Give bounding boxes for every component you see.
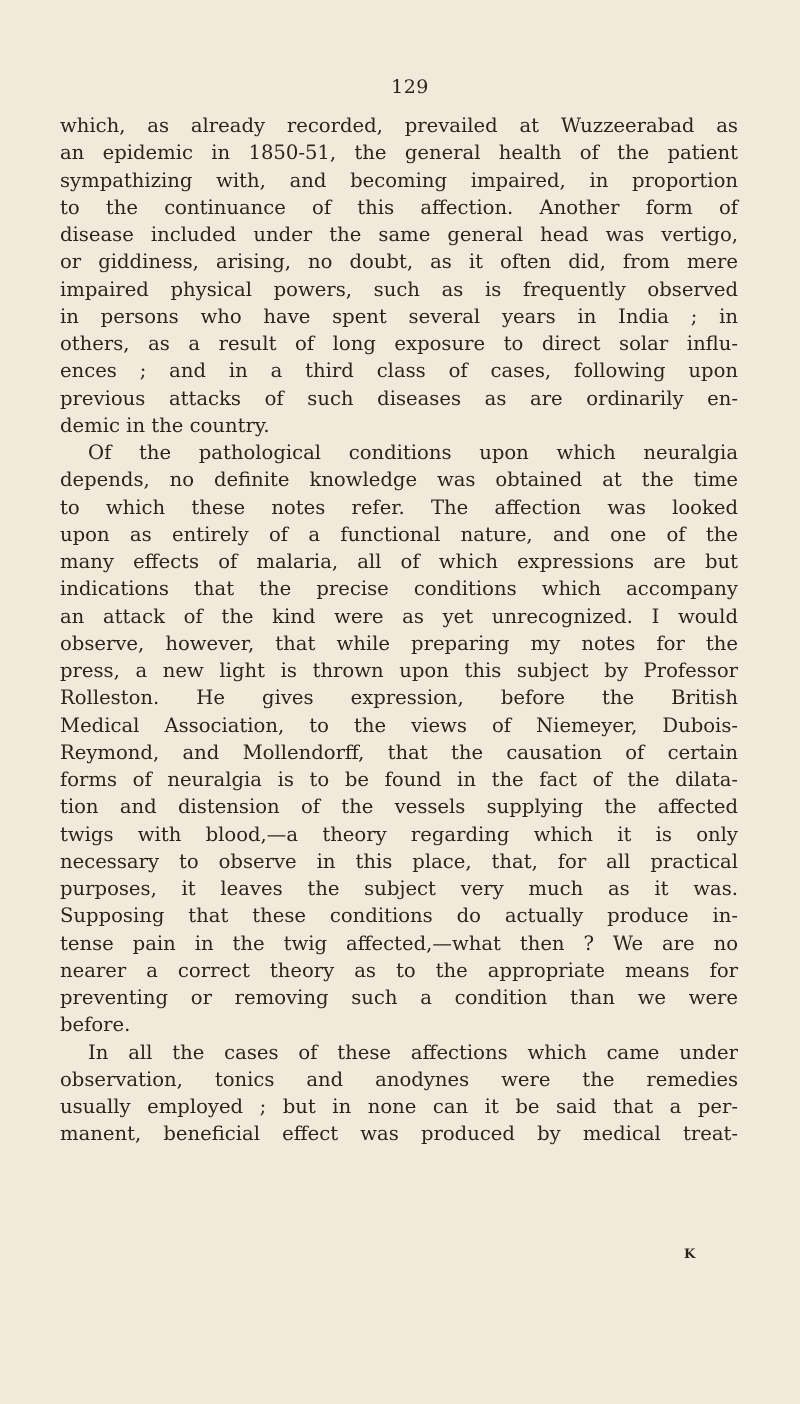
text-line: forms of neuralgia is to be found in the fact of the dilata- [60, 768, 738, 791]
text-line: to the continuance of this affection. Another form of [60, 195, 738, 219]
signature-mark: K [684, 1247, 696, 1262]
text-line: upon as entirely of a functional nature, and one of the [60, 522, 738, 546]
text-line: sympathizing with, and becoming impaired, in proportion [60, 168, 738, 192]
text-line: Of the pathological conditions upon which neuralgia [88, 441, 738, 464]
text-line: ences ; and in a third class of cases, following upon [60, 359, 738, 383]
text-line: or giddiness, arising, no doubt, as it often did, from mere [60, 250, 738, 274]
text-line: depends, no definite knowledge was obtained at the time [60, 468, 738, 492]
text-line: observe, however, that while preparing my notes for the [60, 631, 738, 655]
text-line: nearer a correct theory as to the appropriate means for [60, 958, 738, 982]
text-line: Supposing that these conditions do actually produce in- [60, 904, 738, 928]
text-line: necessary to observe in this place, that, for all practical [60, 849, 738, 873]
text-line: twigs with blood,—a theory regarding which it is only [60, 822, 738, 846]
text-line: purposes, it leaves the subject very much as it was. [60, 877, 738, 900]
text-line: disease included under the same general head was vertigo, [60, 223, 738, 246]
text-line: before. [60, 1013, 131, 1037]
text-line: indications that the precise conditions which accompany [60, 577, 738, 601]
text-line: in persons who have spent several years in India ; in [60, 304, 738, 328]
text-line: Medical Association, to the views of Niemeyer, Dubois- [60, 713, 738, 737]
text-line: Rolleston. He gives expression, before the British [60, 686, 738, 710]
text-line: Reymond, and Mollendorff, that the causation of certain [60, 740, 738, 764]
text-line: preventing or removing such a condition than we were [60, 986, 738, 1009]
text-line: an attack of the kind were as yet unrecognized. I would [60, 604, 738, 628]
text-line: many effects of malaria, all of which expressions are but [60, 550, 738, 573]
text-line: tense pain in the twig affected,—what then ? We are no [60, 931, 738, 955]
text-line: demic in the country. [60, 413, 270, 437]
text-line: In all the cases of these affections which came under [88, 1040, 738, 1064]
text-line: an epidemic in 1850-51, the general health of the patient [60, 141, 738, 165]
text-line: manent, beneficial effect was produced by medical treat- [60, 1122, 738, 1146]
text-line: tion and distension of the vessels supplying the affected [60, 795, 738, 819]
text-line: to which these notes refer. The affection was looked [60, 495, 738, 519]
text-line: which, as already recorded, prevailed at Wuzzeerabad as [60, 114, 738, 137]
text-line: impaired physical powers, such as is frequently observed [60, 277, 738, 301]
text-line: previous attacks of such diseases as are ordinarily en- [60, 386, 738, 410]
text-line: press, a new light is thrown upon this subject by Professor [60, 659, 738, 682]
text-line: observation, tonics and anodynes were the remedies [60, 1067, 738, 1091]
page-number: 129 [391, 76, 429, 98]
text-line: usually employed ; but in none can it be said that a per- [60, 1095, 738, 1118]
body-text [60, 112, 738, 1148]
text-line: others, as a result of long exposure to direct solar influ- [60, 332, 738, 355]
